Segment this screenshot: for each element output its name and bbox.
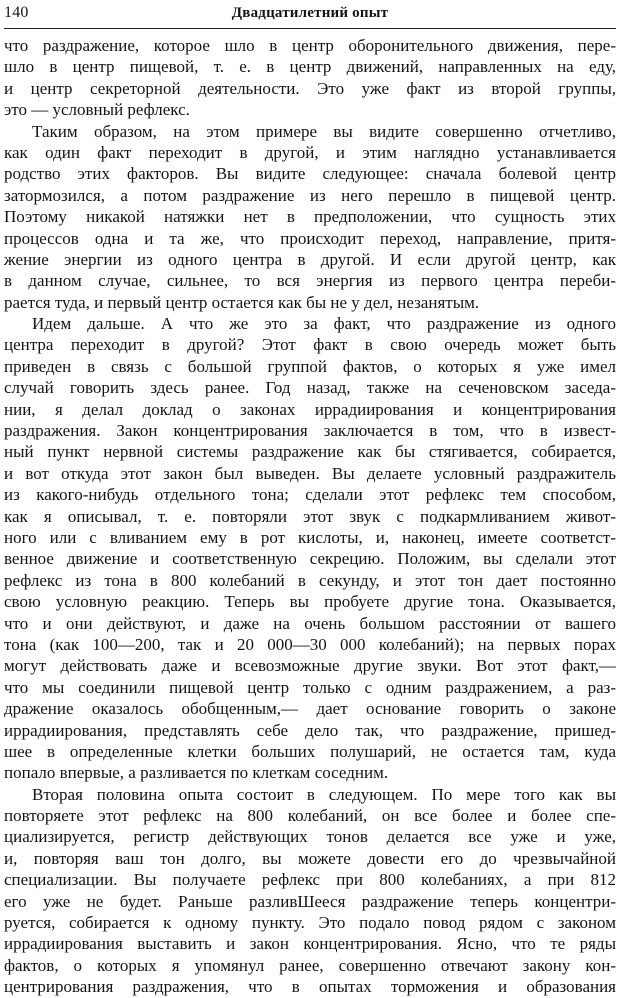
text-line: фактов, о которых я упомянул ранее, совершенно отвечают закону кон-	[4, 955, 616, 975]
text-line: центрирования раздражения, что в опытах торможения и образования	[4, 977, 616, 997]
text-line: и, повторяя ваш тон долго, вы можете довести его до чрезвычайной	[4, 848, 616, 868]
text-line: как один факт переходит в другой, и этим наглядно устанавливается	[4, 142, 616, 162]
text-line: могут действовать даже и всевозможные другие звуки. Вот этот факт,—	[4, 656, 616, 676]
page-number: 140	[4, 4, 29, 21]
text-line: Идем дальше. А что же это за факт, что раздражение из одного	[32, 314, 616, 334]
text-line: шее в определенные клетки больших полушарий, не остается там, куда	[4, 741, 616, 761]
text-line: Таким образом, на этом примере вы видите совершенно отчетливо,	[32, 121, 616, 141]
text-line: что раздражение, которое шло в центр оборонительного движения, пере-	[4, 36, 616, 55]
text-line: что мы соединили пищевой центр только с одним раздражением, а раз-	[4, 677, 616, 697]
running-header	[4, 0, 616, 22]
text-line: центра переходит в другой? Этот факт в свою очередь может быть	[4, 335, 616, 355]
text-line: дражение оказалось обобщенным,— дает основание говорить о законе	[4, 699, 616, 719]
text-line: случай говорить здесь ранее. Год назад, также на сеченовском заседа-	[4, 378, 616, 398]
text-line: процессов одна и та же, что происходит переход, направление, притя-	[4, 228, 616, 248]
text-line: нии, я делал доклад о законах иррадиирования и концентрирования	[4, 399, 616, 419]
text-line: Поэтому никакой натяжки нет в предположении, что сущность этих	[4, 207, 616, 227]
text-line: повторяете этот рефлекс на 800 колебаний, он все более и более спе-	[4, 806, 616, 826]
text-line: Вторая половина опыта состоит в следующем. По мере того как вы	[32, 784, 616, 804]
body-text	[4, 35, 616, 998]
text-line: и центр секреторной деятельности. Это уже факт из второй группы,	[4, 78, 616, 98]
text-line: из какого-нибудь отдельного тона; сделали этот рефлекс тем способом,	[4, 485, 616, 505]
text-line: раздражения. Закон концентрирования заключается в том, что в извест-	[4, 421, 616, 441]
text-line: затормозился, а потом раздражение из него перешло в пищевой центр.	[4, 185, 616, 205]
text-line: циализируется, регистр действующих тонов делается все уже и уже,	[4, 827, 616, 847]
text-line: как я описывал, т. е. повторяли этот звук с подкармливанием живот-	[4, 506, 616, 526]
text-line: попало впервые, а разливается по клеткам соседним.	[4, 763, 389, 783]
text-line: иррадиирования выставить и закон концентрирования. Ясно, что те ряды	[4, 934, 616, 954]
text-line: тона (как 100—200, так и 20 000—30 000 колебаний); на первых порах	[4, 634, 616, 654]
text-line: и вот откуда этот закон был выведен. Вы делаете условный раздражитель	[4, 463, 616, 483]
text-line: приведен в связь с большой группой фактов, о которых я уже имел	[4, 356, 616, 376]
header-rule	[4, 28, 616, 29]
text-line: его уже не будет. Раньше разливШееся раздражение теперь концентри-	[4, 891, 616, 911]
text-line: ный пункт нервной системы раздражение как бы стягивается, собирается,	[4, 442, 616, 462]
text-line: в данном случае, сильнее, то вся энергия из первого центра переби-	[4, 271, 616, 291]
text-line: иррадиирования, представлять себе дело так, что раздражение, пришед-	[4, 720, 616, 740]
text-line: это — условный рефлекс.	[4, 100, 190, 120]
text-line: жение энергии из одного центра в другой. И если другой центр, как	[4, 249, 616, 269]
text-line: руется, собирается к одному пункту. Это подало повод рядом с законом	[4, 913, 616, 933]
text-line: рается туда, и первый центр остается как бы не у дел, незанятым.	[4, 292, 480, 312]
text-line: родство этих факторов. Вы видите следующее: сначала болевой центр	[4, 164, 616, 184]
running-title: Двадцатилетний опыт	[231, 5, 389, 21]
text-line: венное движение и соответственную секрецию. Положим, вы сделали этот	[4, 549, 616, 569]
text-line: ного или с вливанием ему в рот кислоты, и, наконец, имеете соответст-	[4, 527, 616, 547]
text-line: свою условную реакцию. Теперь вы пробуете другие тона. Оказывается,	[4, 592, 616, 612]
text-line: что и они действуют, и даже на очень большом расстоянии от вашего	[4, 613, 616, 633]
text-line: специализации. Вы получаете рефлекс при 800 колебаниях, а при 812	[4, 870, 616, 890]
text-line: шло в центр пищевой, т. е. в центр движений, направленных на еду,	[4, 57, 616, 77]
text-line: рефлекс из тона в 800 колебаний в секунду, и этот тон дает постоянно	[4, 570, 616, 590]
